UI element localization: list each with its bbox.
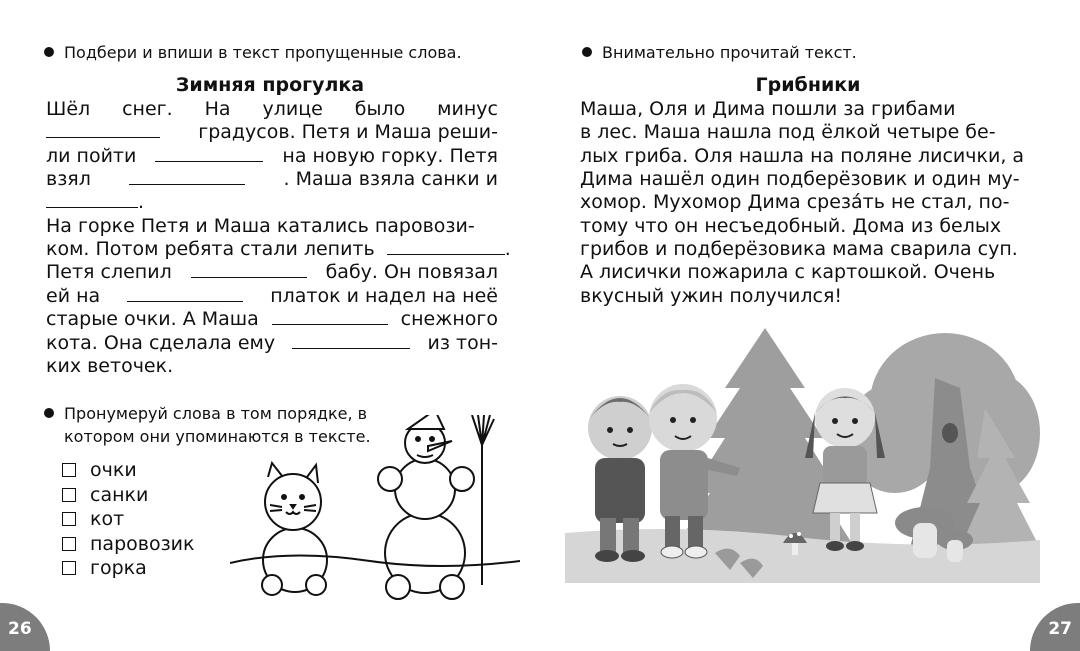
story-line: Шёл снег. На улице было минус xyxy=(46,98,498,120)
bullet-icon xyxy=(582,47,592,57)
answer-blank[interactable] xyxy=(292,331,410,349)
answer-blank[interactable] xyxy=(155,144,263,162)
story-line: лых гриба. Оля нашла на поляне лисички, а xyxy=(580,145,1025,167)
page-number-badge xyxy=(0,603,50,651)
answer-blank[interactable] xyxy=(46,190,138,208)
story-line: тому что он несъедобный. Дома из белых xyxy=(580,215,1002,237)
mushroom-pickers-illustration xyxy=(565,318,1040,583)
bullet-icon xyxy=(44,47,54,57)
story-line: ких веточек. xyxy=(46,355,174,377)
checklist-item[interactable]: санки xyxy=(62,483,195,508)
checkbox[interactable] xyxy=(62,463,76,477)
checkbox[interactable] xyxy=(62,537,76,551)
answer-blank[interactable] xyxy=(272,307,388,325)
task-instruction-fill-words: Подбери и впиши в текст пропущенные слова. xyxy=(44,43,462,63)
answer-blank[interactable] xyxy=(127,284,243,302)
story-line: ком. Потом ребята стали лепить . xyxy=(46,238,511,260)
answer-blank[interactable] xyxy=(129,167,245,185)
story-line: старые очки. А Маша снежного xyxy=(46,308,498,330)
task-instruction-number-words: Пронумеруй слова в том порядке, в xyxy=(44,404,367,424)
story-line: Петя слепил бабу. Он повязал xyxy=(46,261,498,283)
answer-blank[interactable] xyxy=(191,260,307,278)
page-number-badge xyxy=(1030,603,1080,651)
story-line: в лес. Маша нашла под ёлкой четыре бе- xyxy=(580,121,996,143)
story-line: вкусный ужин получился! xyxy=(580,285,842,307)
story-line: взял . Маша взяла санки и xyxy=(46,168,498,190)
checkbox[interactable] xyxy=(62,488,76,502)
right-page xyxy=(540,0,1080,651)
story-line: градусов. Петя и Маша реши- xyxy=(46,120,498,144)
story-line: . xyxy=(46,190,144,214)
word-checklist xyxy=(62,458,195,581)
story-line: На горке Петя и Маша катались паровози- xyxy=(46,215,475,237)
story-line: ей на платок и надел на неё xyxy=(46,285,498,307)
checklist-item[interactable]: кот xyxy=(62,507,195,532)
page-number: 27 xyxy=(1048,619,1072,639)
page-number: 26 xyxy=(8,619,32,639)
answer-blank[interactable] xyxy=(387,237,505,255)
checklist-item[interactable]: горка xyxy=(62,556,195,581)
story-line: кота. Она сделала ему из тон- xyxy=(46,332,498,354)
story-line: А лисички пожарила с картошкой. Очень xyxy=(580,261,996,283)
cat-snowman-drawing xyxy=(230,415,520,615)
ground-line xyxy=(230,555,520,566)
story-line: грибов и подберёзовика мама сварила суп. xyxy=(580,238,1018,260)
story-line: ли пойти на новую горку. Петя xyxy=(46,145,498,167)
cat-drawing xyxy=(262,463,327,595)
story-line: хомор. Мухомор Дима срезáть не стал, по- xyxy=(580,191,1010,213)
answer-blank[interactable] xyxy=(46,120,160,138)
bullet-icon xyxy=(44,408,54,418)
checkbox[interactable] xyxy=(62,512,76,526)
snowman-drawing xyxy=(378,415,494,599)
task-instruction-continued: котором они упоминаются в тексте. xyxy=(64,427,371,446)
story-title: Грибники xyxy=(755,74,861,96)
story-line: Маша, Оля и Дима пошли за грибами xyxy=(580,98,956,120)
story-line: Дима нашёл один подберёзовик и один му- xyxy=(580,168,1020,190)
checklist-item[interactable]: паровозик xyxy=(62,532,195,557)
checkbox[interactable] xyxy=(62,561,76,575)
story-title: Зимняя прогулка xyxy=(175,74,365,96)
checklist-item[interactable]: очки xyxy=(62,458,195,483)
task-instruction-read-text: Внимательно прочитай текст. xyxy=(582,43,857,63)
